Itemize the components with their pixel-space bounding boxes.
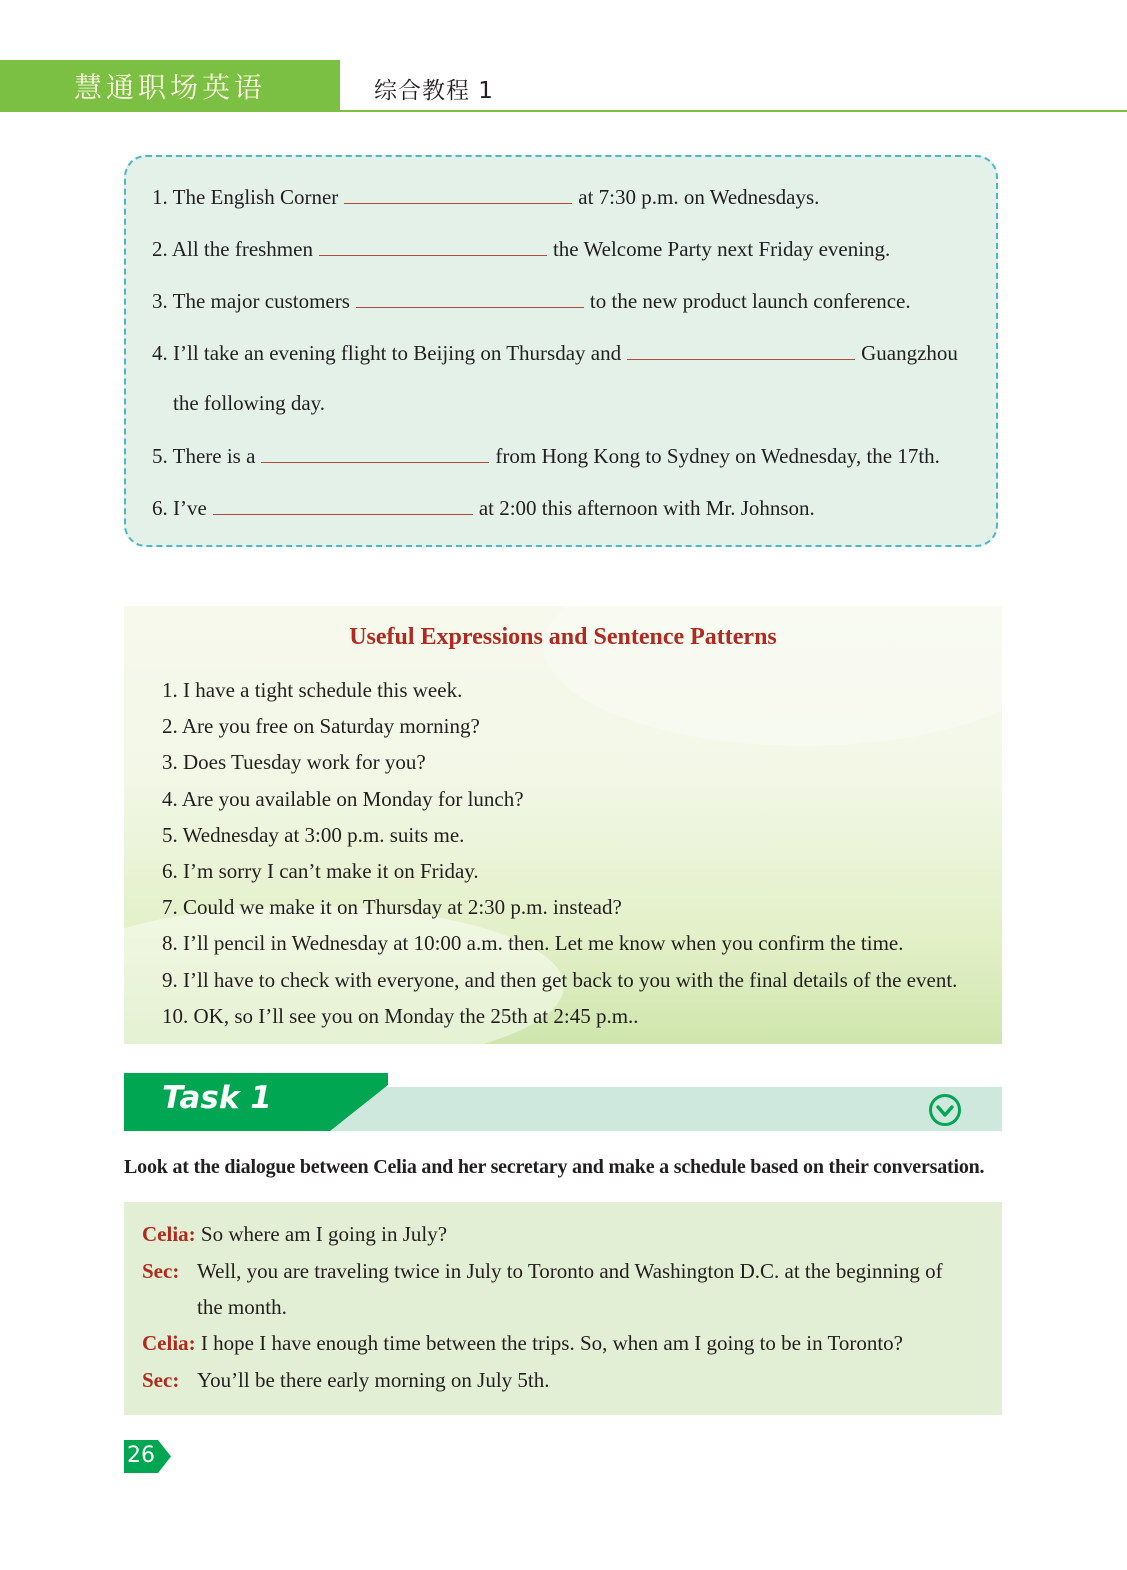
answer-blank[interactable] (261, 442, 489, 463)
book-subtitle: 综合教程 1 (374, 78, 494, 104)
exercise-item: 3. The major customers to the new product launch conference. (152, 289, 911, 313)
speaker-name: Sec: (142, 1368, 180, 1392)
list-item: 8. I’ll pencil in Wednesday at 10:00 a.m. then. Let me know when you confirm the time. (162, 931, 904, 956)
exercise-item: 4. I’ll take an evening flight to Beijing on Thursday and Guangzhou (152, 341, 958, 365)
list-item: 2. Are you free on Saturday morning? (162, 714, 480, 739)
list-item: 1. I have a tight schedule this week. (162, 678, 463, 702)
list-item: 7. Could we make it on Thursday at 2:30 p.m. instead? (162, 895, 622, 920)
dialogue-line: Sec: Well, you are traveling twice in July to Toronto and Washington D.C. at the beginning of (142, 1259, 943, 1283)
list-item: 6. I’m sorry I can’t make it on Friday. (162, 859, 479, 884)
exercise-item: 1. The English Corner at 7:30 p.m. on Wednesdays. (152, 185, 820, 209)
page-number: 26 (127, 1443, 155, 1468)
speaker-name: Sec: (142, 1259, 180, 1283)
exercise-box (124, 155, 998, 547)
speaker-name: Celia: (142, 1331, 196, 1355)
book-title-band (0, 60, 340, 112)
book-title: 慧通职场英语 (73, 71, 266, 104)
list-item: 10. OK, so I’ll see you on Monday the 25th at 2:45 p.m.. (162, 1003, 639, 1028)
speaker-name: Celia: (142, 1222, 196, 1246)
list-item: 5. Wednesday at 3:00 p.m. suits me. (162, 822, 465, 847)
dialogue-line: Celia: So where am I going in July? (142, 1222, 448, 1246)
dialogue-line: Sec: You’ll be there early morning on July 5th. (142, 1368, 550, 1392)
answer-blank[interactable] (356, 287, 584, 308)
header-divider (340, 110, 1127, 112)
useful-expressions-panel (124, 606, 1002, 1044)
exercise-item-continuation: the following day. (173, 391, 326, 415)
exercise-item: 2. All the freshmen the Welcome Party next Friday evening. (152, 237, 891, 261)
chevron-down-circle-icon[interactable] (928, 1093, 962, 1127)
dialogue-line: Celia: I hope I have enough time between the trips. So, when am I going to be in Toronto? (142, 1331, 903, 1355)
list-item: 9. I’ll have to check with everyone, and then get back to you with the final details of the event. (162, 967, 958, 992)
page-number-badge (124, 1440, 172, 1473)
answer-blank[interactable] (319, 235, 547, 256)
exercise-item: 6. I’ve at 2:00 this afternoon with Mr. Johnson. (152, 496, 815, 520)
answer-blank[interactable] (213, 494, 473, 515)
answer-blank[interactable] (344, 183, 572, 204)
dialogue-line-continuation: the month. (197, 1295, 287, 1319)
task-label: Task 1 (162, 1080, 272, 1116)
exercise-item: 5. There is a from Hong Kong to Sydney on Wednesday, the 17th. (152, 444, 940, 468)
task-instruction: Look at the dialogue between Celia and her secretary and make a schedule based on their conversation. (124, 1156, 985, 1178)
list-item: 3. Does Tuesday work for you? (162, 750, 426, 775)
answer-blank[interactable] (627, 339, 855, 360)
list-item: 4. Are you available on Monday for lunch? (162, 786, 524, 811)
dialogue-box (124, 1202, 1002, 1415)
section-title: Useful Expressions and Sentence Patterns (349, 624, 777, 650)
expression-list (162, 672, 957, 1034)
